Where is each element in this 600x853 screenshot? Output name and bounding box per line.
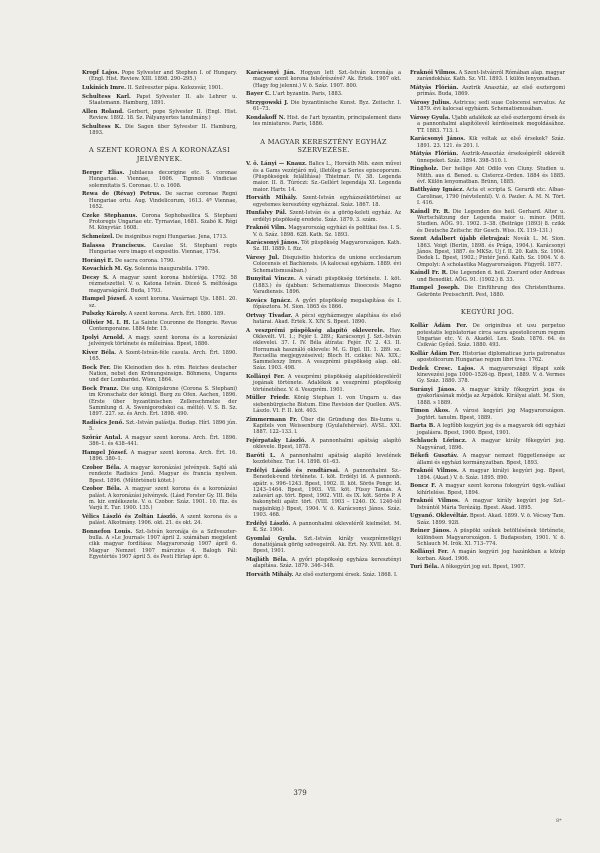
- entry-text: Balics L., Horváth Mih. ezen művei és a Gams vezérjáró mű, illetőleg a Series episcoporum. (Püspökségek felállítása) Thietmar. IV. 38. Legenda maior. II. 8. Túróczi: Sz.-Gellért legendája XI. Legenda maior. Hartv. 14.: [253, 161, 401, 193]
- entry-text: Die byzantinische Kunst. Byz. Zeitschr. I. 61–73.: [253, 99, 401, 113]
- entry-author: Hampel József.: [82, 296, 127, 303]
- bibliography-entry: [82, 213, 237, 232]
- entry-author: Karácsonyi János.: [410, 136, 466, 143]
- entry-text: Az első esztergomi érsek. Száz. 1868. I.: [293, 572, 398, 578]
- entry-author: Mátyás Flórián.: [410, 84, 459, 91]
- entry-text: De sacra corona. 1790.: [113, 257, 175, 264]
- entry-author: Baróti L.: [246, 453, 276, 459]
- entry-text: A pannonhalmi okleveléről kielmélet. M. K. Sz. 1904.: [253, 520, 401, 534]
- entry-text: A magyar király kegyúri jog Szt.-Istvántól Mária Terézáig. Bpest. Akad. 1895.: [417, 498, 565, 511]
- entry-text: Die Legenden des heil. Gerhard. Alter u. Wertschätzung der Legenda maior u. minor. (Mitt. Studien. AÖG. 91. 1902. 3–38. (Beiträge (1893) 8. czikk és Deutsche Zeitschr. für Gesch. Wiss. IX. 119–131.): [417, 208, 565, 234]
- bibliography-entry: [410, 236, 565, 267]
- entry-text: Asztrik-Anasztáz érsekségéről oklevélt ünnepeket. Száz. 1894. 398–510. l.: [417, 151, 565, 164]
- entry-author: Bonnefon Louis.: [82, 528, 133, 535]
- entry-text: Die Kleinodien des h. röm. Reiches deutscher Nation, nebst den Krönungsinsign. Böhmens, Ungarns und der Lombardei. Wien, 1864.: [89, 364, 237, 384]
- bibliography-entry: [82, 420, 237, 433]
- bibliography-entry: [410, 285, 565, 298]
- bibliography-entry: [82, 296, 237, 309]
- signature-mark: 8*: [556, 818, 562, 824]
- entry-author: Müller Friedr.: [246, 395, 290, 402]
- entry-text: König Stephan I. von Ungarn u. das siebenbürgische Bistum. Eine Revision der Quellen. AVS. Lászlo. VI. F. II. köt. 403.: [253, 395, 402, 415]
- entry-author: Gyomlai Gyula.: [246, 535, 297, 542]
- bibliography-entry: [246, 438, 401, 451]
- bibliography-entry: [246, 240, 401, 253]
- bibliography-entry: [82, 350, 237, 363]
- entry-text: A magyar szent korona fokegyúri ügyk.-valláai kihírlelése. Bpest, 1894.: [417, 483, 565, 496]
- entry-author: Zimmermann Fr.: [246, 416, 298, 423]
- bibliography-entry: [82, 275, 237, 294]
- entry-author: Kondakoff N.: [246, 114, 286, 121]
- page-number: 379: [293, 789, 307, 797]
- entry-author: Fejérpataky László.: [246, 438, 307, 445]
- entry-author: Ringholz.: [410, 166, 439, 173]
- entry-author: Schmeizel.: [82, 233, 115, 240]
- entry-text: Szent-István és a görög-keleti egyház. Az erdélyi püspökség eredete. Száz. 1879. 3. szám.: [253, 210, 402, 223]
- bibliography-entry: [82, 124, 237, 137]
- bibliography-entry: [410, 115, 565, 134]
- entry-author: Kropf Lajos.: [82, 70, 120, 76]
- entry-text: A szent korona és a palást. Alkotmány. 1906. okt. 21. és okt. 24.: [89, 513, 237, 527]
- bibliography-entry: [246, 276, 401, 295]
- bibliography-entry: [246, 417, 401, 436]
- entry-text: Szt.-István palástja. Budap. Hírl. 1896 jún. 5.: [89, 420, 238, 433]
- column-right: [410, 70, 565, 573]
- bibliography-entry: [246, 557, 401, 570]
- bibliography-entry: [410, 70, 565, 83]
- entry-text: Kik voltak az első érsekek? Száz. 1891. 23. 121. és 201. l.: [417, 136, 565, 149]
- entry-text: Novák L. M. Sion. 1863. Voigt (Berlin, 1898. és Prága, 1904.). Karácsonyi János. Bpest, 1887. és MKSz. Uj f. II. 20. Kath. Sz. 1904. Dedek L. Bpest, 1902.; Pintér Jenő. Kath. Sz. 1904. V. ö. Ompolyi: A scholastika Magyarországon. Fügyről. 1877.: [417, 236, 565, 268]
- entry-author: Ortvay Tivadar.: [246, 312, 293, 319]
- column-left: [82, 70, 237, 563]
- entry-author: Kollányi Fer.: [410, 549, 449, 556]
- entry-text: A Szent-Istvánról Rómában alap. magyar zarándokház. Kath. Sz. VII. 1893. 1 külön lenyomatban.: [417, 70, 565, 83]
- bibliography-entry: [410, 351, 565, 364]
- entry-text: Solennia inaugurabila. 1790.: [132, 266, 210, 273]
- bibliography-entry: [246, 298, 401, 311]
- bibliography-entry: [82, 191, 237, 210]
- entry-author: Fraknói Vilmos.: [410, 498, 460, 505]
- entry-author: Czobor Béla.: [82, 464, 122, 471]
- bibliography-entry: [410, 438, 565, 451]
- entry-text: Szent-István egyházszéktörténei az egyetemes keresztény egyházzal. Száz. 1867. 18.: [253, 195, 401, 208]
- entry-text: A magyar szent korona és a koronázási palást. A koronázási jelvények. (Lásd Forster Gy. III. Béla m. kir. emlékezete. V. o. Czobor. Száz. 1901. 10. füz. és Varjú E. Tur. 1900. 135.): [89, 486, 237, 512]
- entry-text: Jubilaeus decorigine etc. S. coronae Hungariae. Viennae, 1606. Tignnoli Vindiciae solemnitatis S. Coronae. U. o. 1608.: [89, 170, 237, 189]
- bibliography-entry: [246, 328, 401, 372]
- bibliography-entry: [410, 323, 565, 348]
- entry-author: Fraknói Vilm.: [246, 225, 287, 232]
- entry-author: Kollár Ádám Fer.: [410, 323, 468, 330]
- entry-author: Bunyitai Vincze.: [246, 276, 296, 283]
- entry-author: Decsy S.: [82, 274, 109, 281]
- bibliography-entry: [410, 423, 565, 436]
- entry-text: L'art byzantin. Paris, 1883.: [270, 91, 343, 98]
- entry-author: Turi Béla.: [410, 564, 440, 571]
- entry-text: A püspöki székek betöltésének története, különösen Magyarországon. I. Budapesten, 1901. V. ö. Schlauch M. Irók. XI. 713–774.: [417, 528, 565, 547]
- bibliography-entry: [246, 161, 401, 192]
- bibliography-entry: [246, 313, 401, 326]
- entry-author: Surányi János.: [410, 387, 457, 394]
- entry-author: Hampel Joseph.: [410, 285, 460, 292]
- bibliography-entry: [82, 94, 237, 107]
- entry-text: A pannonhalmi Sz.-Benedek-rend története. I. köt. Erdélyi ld. A pannonh. apátr. s. 996–1243. Bpest, 1902. II. köt. Sörös Pongr. ld. 1243–1464. Bpest, 1903. VII. köt. Füssy Tamás. A zalavári ap. tört. Bpest, 1902. VIII. és IX. köt. Sörös P. A bakonybéli apátr. tört. (VIII. 1903 – 1240. IX. 1240-től napjainkig.) Bpest, 1904. V. ö. Karácsonyi János. Száz. 1903. 468.: [253, 467, 401, 519]
- column-middle: [246, 70, 401, 581]
- entry-text: Gerbert, pope Sylvester II. (Engl. Hist. Review. 1892. 18. Sz. Pályanyertes tanulmány.): [89, 108, 238, 121]
- entry-author: Szent Adalbert újabb életrajzai:: [410, 236, 510, 243]
- entry-author: Timon Ákos.: [410, 408, 450, 415]
- entry-author: V. ö. Lányi — Knauz.: [246, 161, 307, 168]
- entry-author: Ollivier M. I. H.: [82, 319, 131, 326]
- entry-author: Kovachich M. Gy.: [82, 266, 133, 273]
- entry-text: II. Szilveszter pápa. Kolozsvár, 1901.: [126, 84, 223, 91]
- bibliography-entry: [246, 468, 401, 518]
- entry-author: Schultess K.: [82, 123, 122, 130]
- entry-author: Bayer C.: [246, 91, 271, 98]
- entry-author: Hampel József.: [82, 449, 128, 456]
- entry-text: A városi kegyúri jog Magyarországon. Jogtört. tanulm. Bpest, 1889.: [417, 408, 565, 421]
- entry-text: Hogyan lett Szt.-István koronája a magyar szent korona felsőrészévé? Ak. Értek. 1907 okt. (Hagy fog jelenni.) V. ö. Száz. 1907. 800.: [253, 70, 401, 89]
- entry-text: Über die Gründung des Bis-tums u. Kapitels von Weissenburg (Gyulafehérvár). AVSL. XXI. 1887. 122–133. l.: [253, 416, 401, 436]
- entry-text: Der heilige Abt Odilo von Cluny. Studien u. Mitth. aus d. Bened. u. Cistercz.-Orden. 1884 és 1885. évf. Külön lenyomatban. Brünn, 1885.: [417, 166, 565, 185]
- entry-author: Radisics Jenő.: [82, 420, 125, 426]
- entry-text: De originibus et usu perpetuo potestatis legislatoriae circa sacra apostolicorum regum Ungariae etc. V. ö. Akadél. Lex. Szab. 1876. 64. és Csikvác Győző. Száz. 1880. 493.: [417, 323, 565, 349]
- entry-text: Casulae St. Stephani regis Hungariae vero imago et expositio. Viennae, 1754.: [89, 242, 237, 255]
- entry-author: Bock Fer.: [82, 364, 111, 371]
- entry-author: Allen Roland.: [82, 108, 124, 115]
- entry-text: Acta et scripta S. Gerardi etc. Albae-Carolinae, 1790 (névtelenül). V. ö. Pauler. A. M. N. Tört. I. 416.: [417, 187, 565, 207]
- entry-author: Boncz F.: [410, 483, 437, 490]
- entry-text: Magyarország egyházi és politikai öss. I. S. V. ö. Száz. 1898. 628. Kath. Sz. 1893.: [253, 225, 401, 238]
- entry-text: A szent korona. Vasárnapi Ujs. 1881. 20. sz.: [89, 296, 237, 309]
- bibliography-entry: [82, 514, 237, 527]
- bibliography-entry: [82, 386, 237, 417]
- entry-author: Rewa de (Révay) Petrus.: [82, 191, 162, 198]
- bibliography-entry: [246, 453, 401, 466]
- entry-text: A váradi püspökség története. I. köt. (1883.) és újabban: Schematismus Dioecesis Magno Varadiensis. 1896.: [253, 276, 401, 296]
- entry-text: A legfőbb kegyúri jog és a magyarok ódi egyházi jogalásra. Bpest, 1900. Bpest, 1901.: [417, 423, 566, 436]
- entry-author: Erdélyi László és rendtársai.: [246, 467, 340, 474]
- entry-author: A veszprémi püspökség alapító okleverele.: [246, 327, 385, 334]
- entry-text: A magyar szent korona históriája. 1792. 58 rézmetszettel. V. o. Katona István. Diceó S. méltósága magyarságáról. Buda, 1793.: [89, 274, 237, 294]
- entry-text: A magyar szent korona. Arch. Ért. 1896. 386–1. és 438–441.: [89, 434, 237, 448]
- section-heading: A SZENT KORONA ÉS A KORONÁZÁSI JELVÉNYEK.: [89, 146, 230, 163]
- bibliography-entry: [410, 136, 565, 149]
- bibliography-entry: [410, 270, 565, 283]
- entry-text: Die Einführung des Christenthums. Gekrönte Preisschrift. Pest, 1880.: [417, 285, 565, 298]
- bibliography-entry: [82, 170, 237, 189]
- entry-text: Disquisitio historica de unione ecclesiarum Colocensis et Bachiensis. (A kalocsai egyházm. 1889. évi Schematismusában.): [253, 255, 402, 274]
- entry-author: Berger Elias.: [82, 170, 125, 177]
- bibliography-entry: [246, 70, 401, 89]
- entry-text: A fékegyúri jog sut. Bpest, 1907.: [439, 564, 526, 571]
- bibliography-entry: [410, 209, 565, 234]
- entry-text: A magyar király főkegyúri jog. Nagyvárad, 1896.: [417, 438, 566, 451]
- bibliography-entry: [246, 374, 401, 393]
- section-heading: KEGYÚRI JOG.: [460, 307, 515, 316]
- entry-author: Kollányi Fer.: [246, 374, 285, 381]
- entry-author: Kollár Ádám Fer.: [410, 350, 461, 357]
- bibliography-entry: [82, 243, 237, 256]
- entry-author: Reiner János.: [410, 528, 451, 535]
- bibliography-entry: [246, 115, 401, 128]
- bibliography-entry: [82, 266, 237, 272]
- entry-author: Ipolyi Arnold.: [82, 334, 125, 341]
- bibliography-entry: [246, 572, 401, 578]
- bibliography-entry: [82, 335, 237, 348]
- entry-text: A magyar koronázási jelvények. Sajtó alá rendezte Radisics Jenő. Magyar és francia nyelven. Bpest. 1896. (Műtörténeti kötet.): [89, 464, 237, 484]
- bibliography-entry: [410, 187, 565, 206]
- entry-author: Pulszky Károly.: [82, 311, 128, 318]
- entry-author: Schultess Karl.: [82, 93, 131, 100]
- entry-author: Batthyány Ignácz.: [410, 187, 465, 194]
- entry-author: Vélics László és Zoltán László.: [82, 513, 178, 520]
- entry-author: Bock Franz.: [82, 386, 119, 393]
- entry-text: A magán kegyúri jog hazánkban a közép korban. Akad. 1906.: [417, 549, 565, 562]
- entry-author: Horváth Mihály.: [246, 572, 294, 578]
- entry-text: A magyar királyi kegyúri jog. Bpest, 1894. (Akad.) V. ö. Száz. 1895. 890.: [417, 468, 565, 481]
- bibliography-entry: [410, 85, 565, 98]
- bibliography-entry: [410, 528, 565, 547]
- entry-author: Czobor Béla.: [82, 486, 122, 493]
- bibliography-entry: [410, 151, 565, 164]
- entry-text: A magyar nemzet függetlensége az állami és egyházi kormányzatban. Bpest, 1893.: [417, 453, 565, 466]
- bibliography-entry: [82, 320, 237, 333]
- entry-author: Fraknói Vilmos.: [410, 70, 457, 76]
- bibliography-entry: [246, 395, 401, 414]
- entry-text: Papst Sylvester II. als Lehrer u. Staatsmann. Hamburg, 1891.: [89, 93, 237, 106]
- bibliography-entry: [410, 100, 565, 113]
- entry-text: A pannonhalmi apátság alapító oklevele. Bpest, 1878.: [253, 438, 401, 451]
- entry-author: Schlauch Lőrincz.: [410, 438, 467, 445]
- entry-author: Barta B.: [410, 423, 436, 430]
- bibliography-entry: [82, 465, 237, 484]
- entry-text: Corona Sophobasilica S. Stephani Protoregis Ungariae etc. Tyrnaviae, 1681. Szabó K. Régi M. Könyvtár. 1608.: [89, 212, 237, 232]
- entry-author: Szőrár Antal.: [82, 434, 123, 441]
- entry-text: Hav. Oklevélt. VI. 1.; Fejér I. 289.; Karácsonyi J. Szt.-István oklevelei. 37. I. IV. Béla átírata: Fejér. IV. 2. 43. II. Hornumak használó oklevele: M. G. Dipl. III. 1. 289. sz. Recuellia megjegyzéseivel; Bloch H. czikke: NA. XIX.; Sammelexzy Imre. A veszprémi püspökség alap. okl. Száz. 1903. 498.: [253, 327, 401, 372]
- bibliography-entry: [410, 549, 565, 562]
- bibliography-entry: [410, 366, 565, 385]
- bibliography-entry: [246, 536, 401, 555]
- entry-text: Astricus; sedi suae Colocensi servatus. Az 1879. évi kalocsai egyházm. Schematismusában.: [417, 99, 566, 113]
- entry-author: Karácsonyi Ján.: [246, 70, 296, 76]
- bibliography-entry: [82, 365, 237, 384]
- bibliography-entry: [82, 85, 237, 91]
- bibliography-entry: [82, 450, 237, 463]
- entry-author: Lukinich Imre.: [82, 84, 127, 91]
- entry-text: Historiae diplomaticae juris patronatus apostolicorum Hungariae regum libri tres. 1762.: [417, 350, 565, 364]
- entry-text: A magyarországi főpapi szék kinevezési joga 1000–1526-ig. Bpest, 1889. V. ö. Vermes Gy. Száz. 1880. 378.: [417, 365, 565, 385]
- bibliography-entry: [82, 311, 237, 317]
- bibliography-entry: [82, 258, 237, 264]
- entry-text: A magyar szent korona. Arch. Ért. 16. 1896. 380–1.: [89, 449, 237, 463]
- entry-text: A győri püspökség megalapítása és I. főpásztora. M. Sion. 1865 és 1866.: [253, 297, 401, 311]
- bibliography-entry: [410, 468, 565, 481]
- bibliography-entry: [246, 255, 401, 274]
- entry-author: Hunfalvy Pál.: [246, 210, 287, 217]
- entry-text: La Sainte Couronne de Hongrie. Revue Contemporaine. 1884 febr. 15.: [89, 319, 238, 333]
- entry-text: De insignibus regni Hungariae. Jena, 1713.: [114, 233, 228, 240]
- entry-author: Városy Julius.: [410, 99, 452, 106]
- bibliography-entry: [410, 513, 565, 526]
- bibliography-entry: [410, 564, 565, 570]
- entry-text: Die Sagen über Sylvester II. Hamburg, 1893.: [89, 123, 237, 136]
- entry-author: Balassa Franciscus.: [82, 242, 146, 249]
- entry-author: Dedek Cresc. Lajos.: [410, 365, 476, 372]
- entry-author: Karácsonyi János.: [246, 240, 300, 247]
- entry-author: Czeke Stephanus.: [82, 212, 138, 219]
- entry-text: A Szent-István-féle casula. Arch. Ért. 1890. 165.: [89, 349, 237, 363]
- section-heading: A MAGYAR KERESZTÉNY EGYHÁZ SZERVEZÉSE.: [260, 137, 387, 154]
- bibliography-entry: [82, 486, 237, 511]
- entry-author: Kaindl Fr. R.: [410, 270, 448, 277]
- entry-author: Mátyás Flórián.: [410, 151, 459, 158]
- bibliography-entry: [246, 225, 401, 238]
- entry-author: Kovács Ignácz.: [246, 297, 292, 304]
- entry-author: Fraknói Vilmos.: [410, 468, 459, 475]
- entry-text: A magyar király főkegyúri joga és gyakorlásának módja az Árpádok. Királyai alatt. M. Sion, 1888. s 1889.: [417, 387, 565, 406]
- entry-text: Bpest. Akad. 1899. V. ö. Vécsey Tam. Száz. 1899. 928.: [417, 513, 565, 526]
- entry-author: Kiver Béla.: [82, 349, 117, 356]
- bibliography-entry: [410, 408, 565, 421]
- bibliography-entry: [82, 435, 237, 448]
- entry-text: Die ung. Königskrone (Corona S. Stephani) im Kronschatz der königl. Burg zu Ofen. Aachen, 1896. (Erste über byzantinischen Zellenschmelze der Sammlung d. A. Swenigorodskoi ca. méltó). V. S. B. Sz. 1897. 227. sz. és Arch. Ért. 1898. 490.: [89, 386, 237, 418]
- bibliography-entry: [410, 483, 565, 496]
- entry-author: Váresy Jul.: [246, 255, 280, 262]
- entry-text: Pope Sylvester and Stephen I. of Hungary. (Engl. Hist. Review. XIII. 1898. 290–295.): [89, 70, 238, 83]
- entry-text: A veszprémi püspökség alapítóokleveléről jogának története. Adalékok a veszprémi püspökség történetéhez. V. ö. Veszprém. 1901.: [253, 374, 401, 393]
- bibliography-entry: [246, 100, 401, 113]
- entry-text: A pécsi egyházmegye alapítása és első határai. Akad. Érték. X. XIV. S. Bpest. 1890.: [253, 312, 402, 326]
- entry-text: Tót püspökség Magyarországon. Kath. Sz. III. 1889. I. füz.: [253, 240, 402, 253]
- entry-text: A magy. szent korona és a koronázási jelvények története és műleírása. Bpest, 1886.: [89, 334, 237, 348]
- entry-author: Horváth Mihály.: [246, 195, 298, 202]
- bibliography-entry: [82, 529, 237, 560]
- entry-text: Ujabb adalékok az első esztergomi érsek és a pannonhalmi alapítólevél kérdéseinek megoldásához. TT. 1883. 713. l.: [417, 114, 565, 134]
- entry-author: Békefi Gusztáv.: [410, 453, 459, 460]
- bibliography-entry: [410, 453, 565, 466]
- entry-author: Erdélyi László.: [246, 520, 291, 527]
- bibliography-entry: [82, 109, 237, 122]
- bibliography-entry: [246, 210, 401, 223]
- entry-text: A szent korona. Arch. Ért. 1880. 189.: [127, 311, 225, 318]
- bibliography-entry: [82, 234, 237, 240]
- entry-text: A győri püspökség egyháza keresztényi alapítása. Száz. 1879. 346–348.: [253, 557, 402, 570]
- entry-text: Hist. de l'art byzantin, principalement dans les miniatures. Paris, 1886.: [253, 114, 402, 128]
- entry-author: Városy Gyula.: [410, 114, 451, 121]
- bibliography-entry: [82, 70, 237, 83]
- entry-author: Strzygowski J.: [246, 99, 289, 106]
- bibliography-entry: [410, 498, 565, 511]
- bibliography-entry: [246, 521, 401, 534]
- entry-author: Majláth Béla.: [246, 557, 288, 564]
- entry-author: Horányi E.: [82, 257, 114, 264]
- entry-text: Asztrik Anasztáz, az első esztergomi prímás. Buda, 1869.: [417, 84, 565, 98]
- bibliography-entry: [410, 387, 565, 406]
- entry-text: Die Legenden d. heil. Zoerard oder Andreas und Benedikt. AÖG. 91. (1902.) 8. 33.: [417, 270, 565, 283]
- bibliography-entry: [246, 195, 401, 208]
- entry-text: A pannonhalmi apátság alapító levelének kezdetéhez. Tur. 14. 1898. 61–63.: [253, 453, 402, 466]
- entry-text: De sacrae coronae Regni Hungariae ortu. Aug. Vindelicorum, 1613. 4ª Viennae, 1652.: [89, 191, 237, 210]
- bibliography-entry: [410, 166, 565, 185]
- entry-text: Szt.-István koronája és a Szilveszter-bulla. A »Le Journal« 1907 ápril 2. számában megjelent cikk magyar fordítása: Magyarország 1907 ápril 6. Magyar Nemzet 1907 márczius 4. Balogh Pál: Egyetértés 1907 ápril 5. és Pesti Hírlap ápr. 6.: [89, 528, 237, 560]
- entry-author: Kaindl Fr. R.: [410, 208, 450, 215]
- entry-author: Ugyanő. Oklevéltár.: [410, 513, 469, 520]
- entry-text: Szt.-István király veszprémvölgyi donatiójának görög szövegeiről. Ak. Ért. Ny. XVII. köt. 8. Bpest, 1901.: [253, 535, 401, 555]
- bibliography-entry: [246, 91, 401, 97]
